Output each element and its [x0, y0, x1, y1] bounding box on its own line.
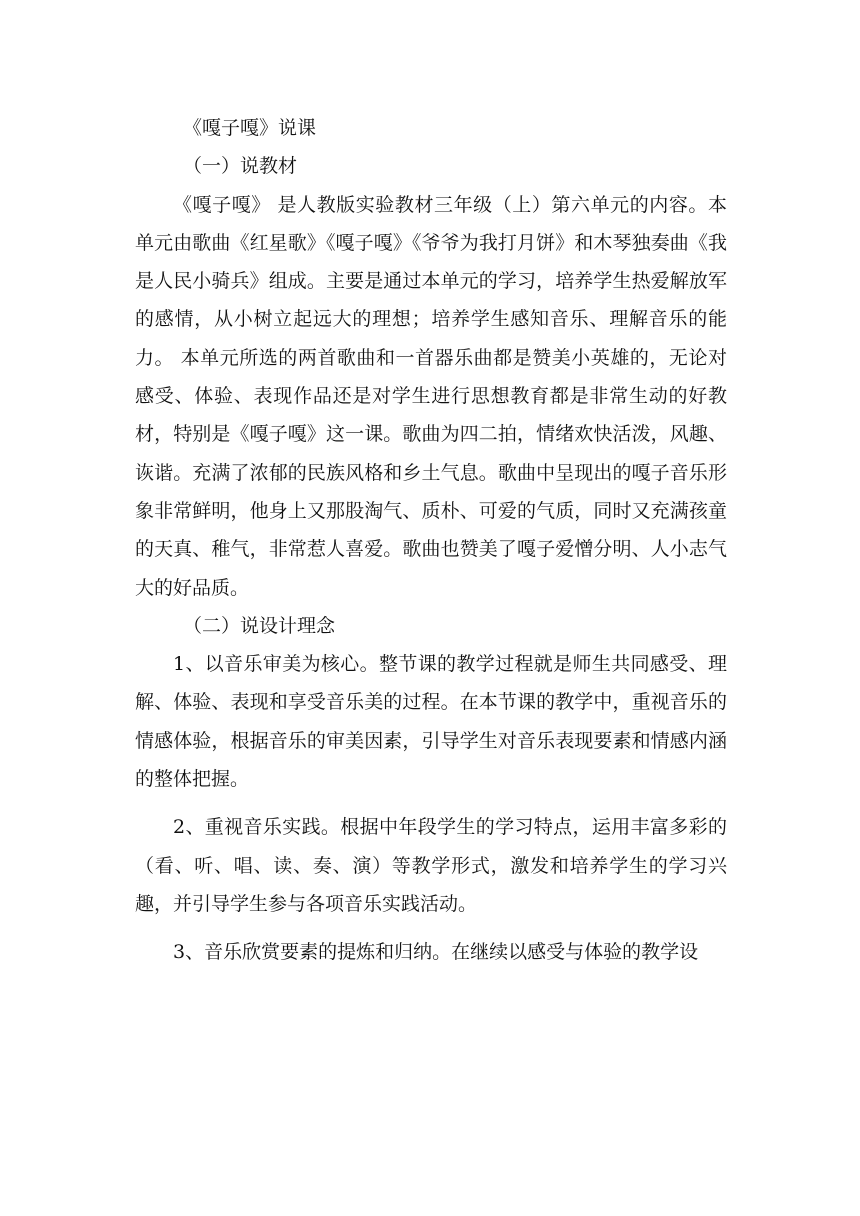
paragraph-point-3: 3、音乐欣赏要素的提炼和归纳。在继续以感受与体验的教学设 [173, 941, 699, 964]
paragraph-point-2: 2、重视音乐实践。根据中年段学生的学习特点，运用丰富多彩的（看、听、唱、读、奏、演）等教学形式，激发和培养学生的学习兴趣，并引导学生参与各项音乐实践活动。 [135, 816, 727, 915]
section-heading-textbook: （一）说教材 [183, 155, 298, 178]
document-body [135, 109, 727, 972]
section-heading-design-concept: （二）说设计理念 [183, 614, 336, 637]
paragraph-point-1: 1、以音乐审美为核心。整节课的教学过程就是师生共同感受、理解、体验、表现和享受音乐美的过程。在本节课的教学中，重视音乐的情感体验，根据音乐的审美因素，引导学生对音乐表现要素和情感内涵的整体把握。 [135, 653, 727, 791]
document-title: 《嘎子嘎》说课 [183, 117, 317, 139]
paragraph-textbook: 《嘎子嘎》 是人教版实验教材三年级（上）第六单元的内容。本单元由歌曲《红星歌》《嘎子嘎》《爷爷为我打月饼》和木琴独奏曲《我是人民小骑兵》组成。主要是通过本单元的学习，培养学生热爱解放军的感情，从小树立起远大的理想；培养学生感知音乐、理解音乐的能力。 本单元所选的两首歌曲和一首器乐曲都是赞美小英雄的，无论对感受、体验、表现作品还是对学生进行思想教育都是非常生动的好教材，特别是《嘎子嘎》这一课。歌曲为四二拍，情绪欢快活泼，风趣、诙谐。充满了浓郁的民族风格和乡土气息。歌曲中呈现出的嘎子音乐形象非常鲜明，他身上又那股淘气、质朴、可爱的气质，同时又充满孩童的天真、稚气，非常惹人喜爱。歌曲也赞美了嘎子爱憎分明、人小志气大的好品质。 [135, 193, 727, 599]
